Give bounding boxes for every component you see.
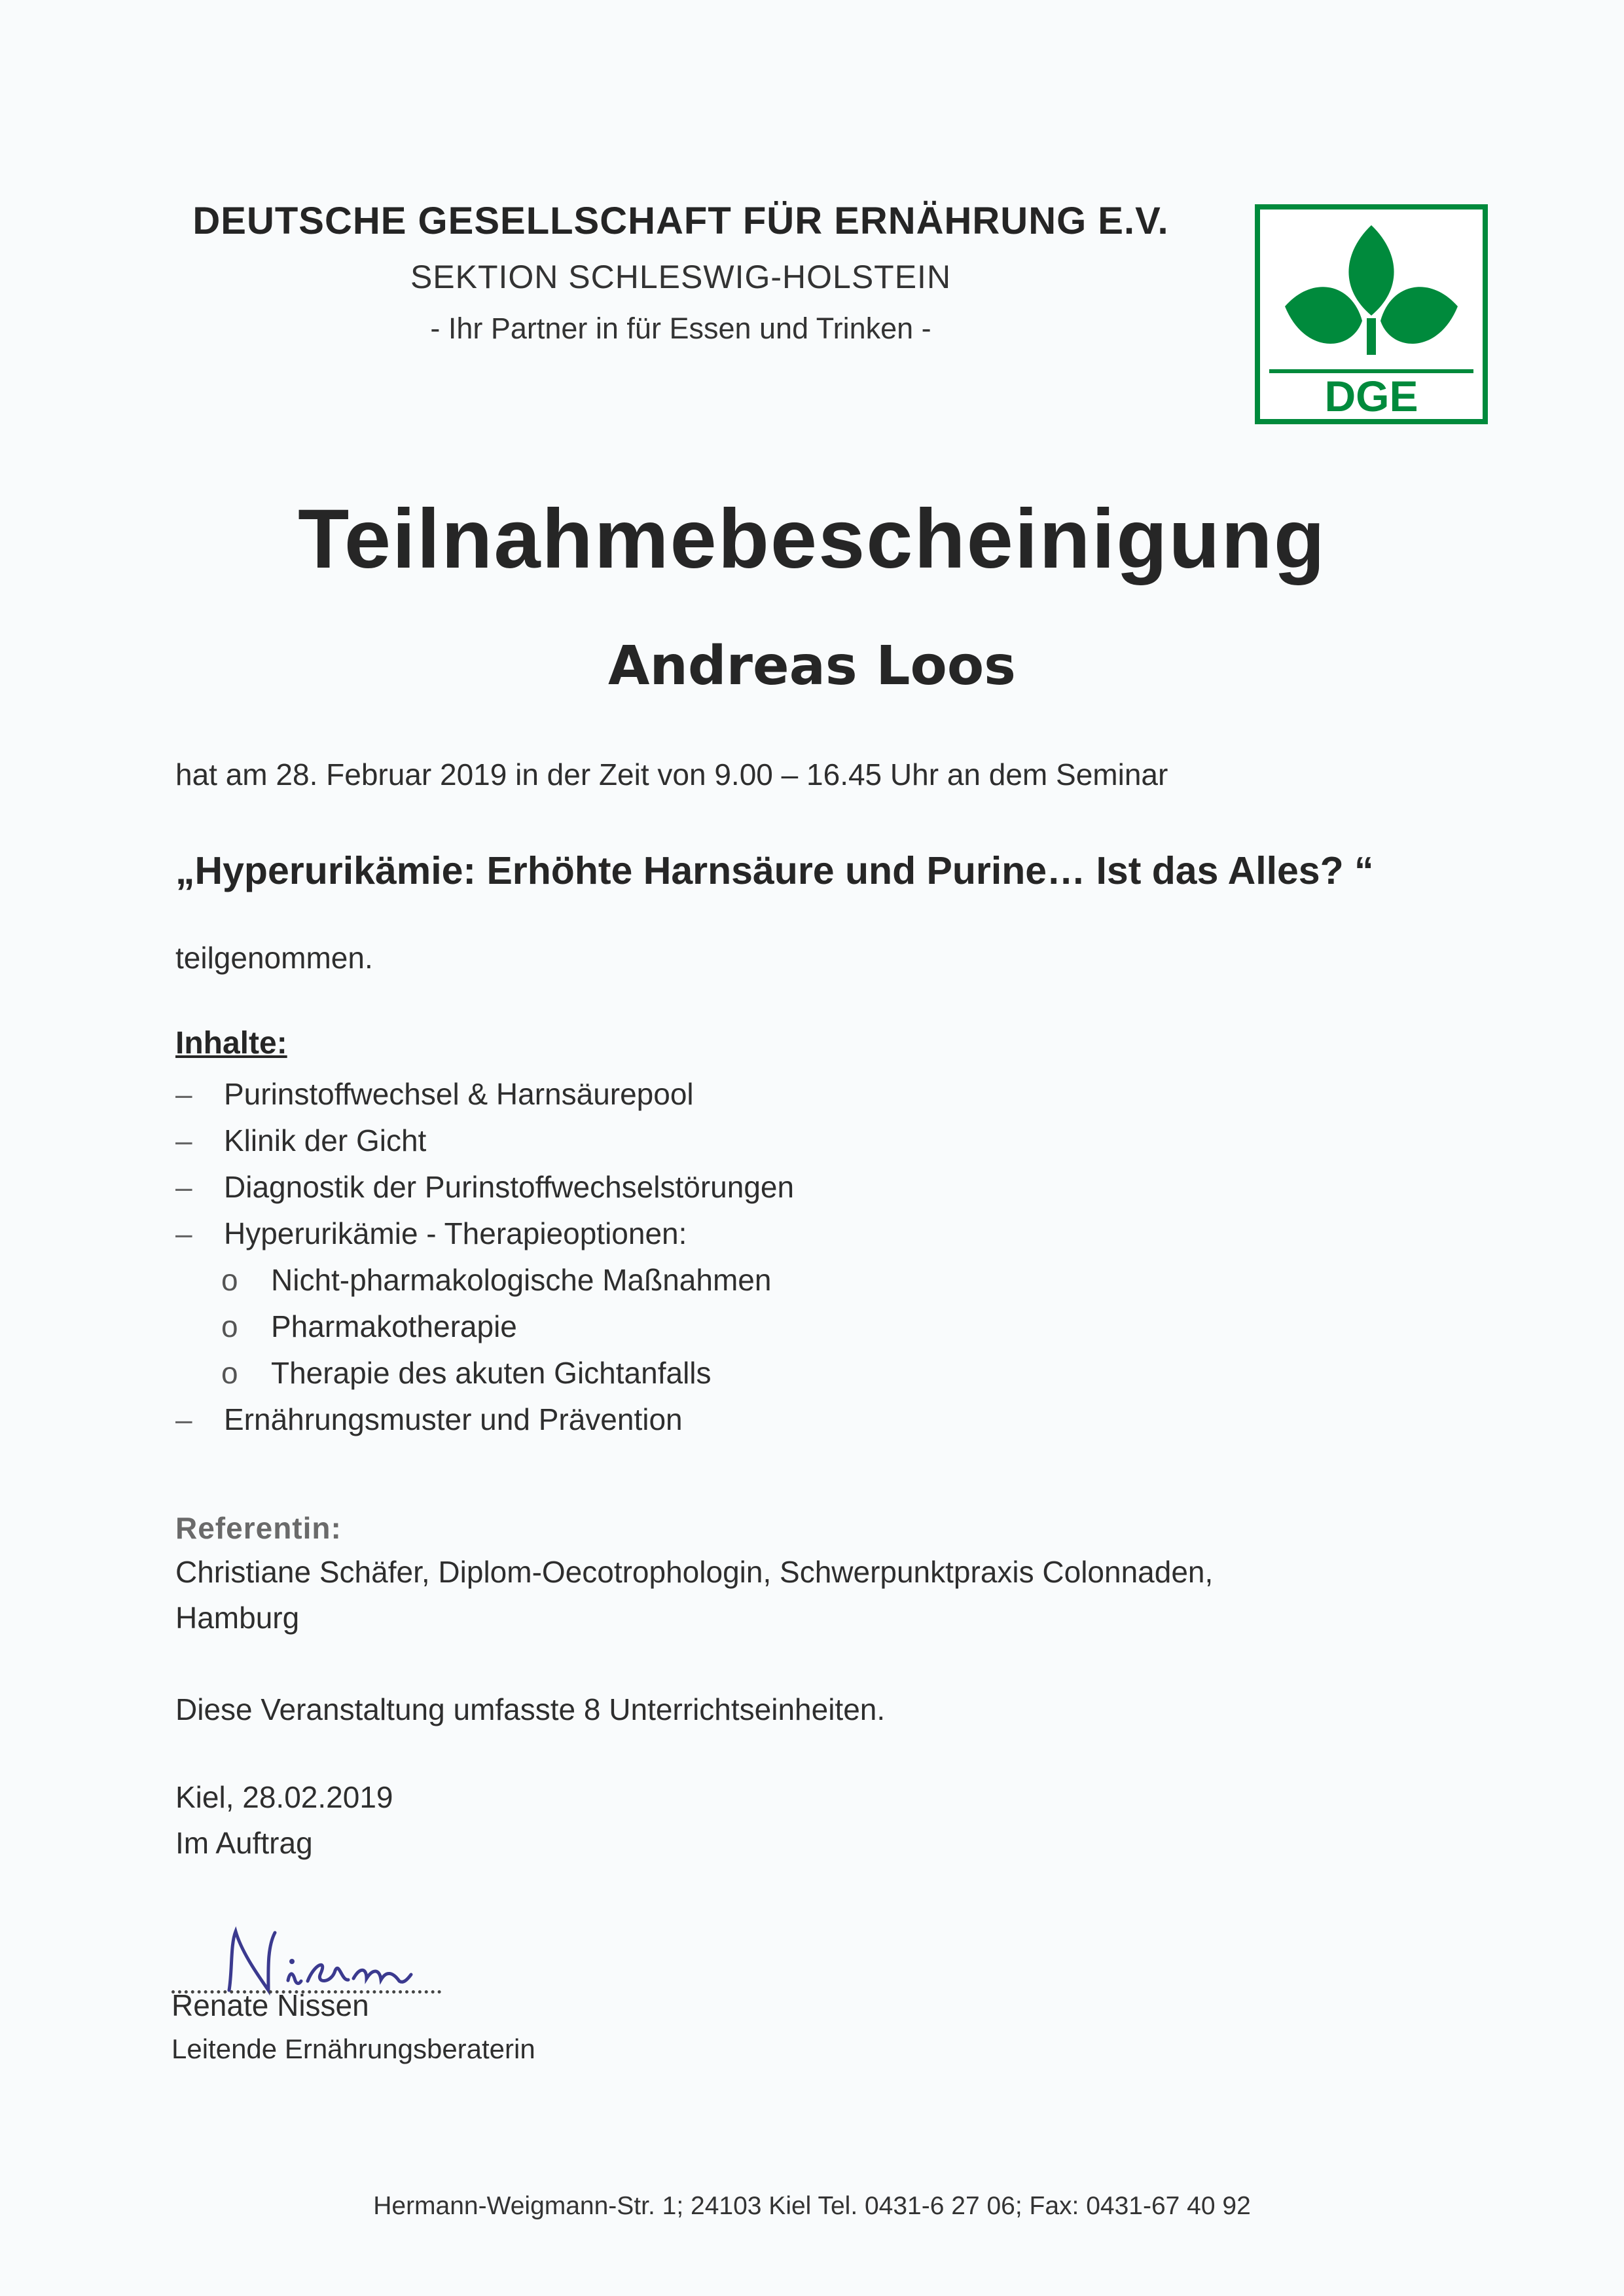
dge-logo — [1254, 203, 1489, 426]
organization-tagline: - Ihr Partner in für Essen und Trinken - — [430, 312, 931, 345]
list-subitem: o Therapie des akuten Gichtanfalls — [175, 1350, 794, 1396]
list-item: – Diagnostik der Purinstoffwechselstörungen — [175, 1164, 794, 1211]
contents-list — [175, 1071, 794, 1443]
list-item: – Hyperurikämie - Therapieoptionen: — [175, 1211, 794, 1257]
speaker-heading: Referentin: — [175, 1511, 342, 1545]
list-item: – Ernährungsmuster und Prävention — [175, 1396, 794, 1443]
list-subitem: o Nicht-pharmakologische Maßnahmen — [175, 1257, 794, 1303]
on-behalf: Im Auftrag — [175, 1826, 313, 1860]
dash-marker: – — [175, 1123, 192, 1157]
units-note: Diese Veranstaltung umfasste 8 Unterrichtseinheiten. — [175, 1692, 886, 1726]
seminar-title: „Hyperurikämie: Erhöhte Harnsäure und Purine… Ist das Alles? “ — [175, 849, 1374, 892]
organization-section: SEKTION SCHLESWIG-HOLSTEIN — [410, 259, 952, 295]
dash-marker: – — [175, 1170, 192, 1204]
circle-bullet: o — [221, 1356, 238, 1390]
circle-bullet: o — [221, 1263, 238, 1297]
footer-address: Hermann-Weigmann-Str. 1; 24103 Kiel Tel. 0431-6 27 06; Fax: 0431-67 40 92 — [373, 2192, 1251, 2220]
list-item: – Purinstoffwechsel & Harnsäurepool — [175, 1071, 794, 1118]
organization-name: DEUTSCHE GESELLSCHAFT FÜR ERNÄHRUNG E.V. — [192, 200, 1169, 242]
document-title: Teilnahmebescheinigung — [298, 492, 1326, 586]
signatory-name: Renate Nissen — [171, 1988, 369, 2022]
list-item: – Klinik der Gicht — [175, 1118, 794, 1164]
place-date: Kiel, 28.02.2019 — [175, 1780, 393, 1814]
dash-marker: – — [175, 1216, 192, 1250]
logo-text: DGE — [1324, 372, 1418, 420]
circle-bullet: o — [221, 1309, 238, 1343]
dash-marker: – — [175, 1402, 192, 1436]
list-subitem: o Pharmakotherapie — [175, 1303, 794, 1350]
attendance-intro: hat am 28. Februar 2019 in der Zeit von 9.00 – 16.45 Uhr an dem Seminar — [175, 757, 1168, 792]
dash-marker: – — [175, 1077, 192, 1111]
attendance-outro: teilgenommen. — [175, 941, 373, 975]
speaker-line-2: Hamburg — [175, 1601, 300, 1635]
participant-name: Andreas Loos — [607, 635, 1016, 697]
contents-heading: Inhalte: — [175, 1026, 287, 1061]
signatory-role: Leitende Ernährungsberaterin — [171, 2033, 535, 2064]
speaker-line-1: Christiane Schäfer, Diplom-Oecotrophologin, Schwerpunktpraxis Colonnaden, — [175, 1555, 1214, 1589]
